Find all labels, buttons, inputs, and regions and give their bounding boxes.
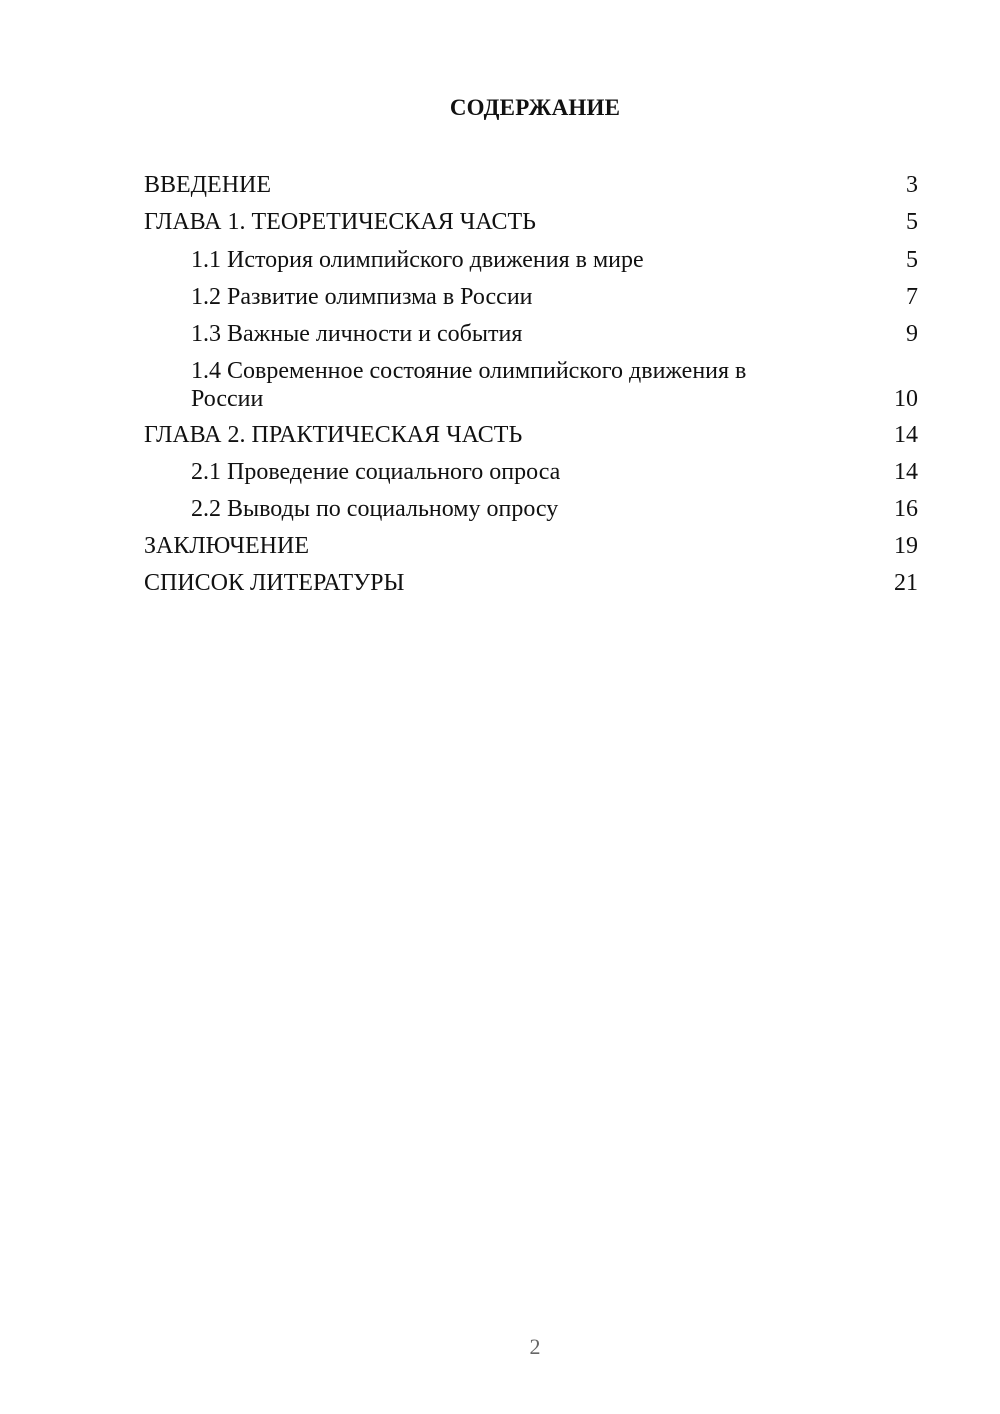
toc-entry-chapter-2 bbox=[144, 421, 918, 449]
toc-entry-section-1-4 bbox=[191, 357, 918, 413]
toc-title: СОДЕРЖАНИЕ bbox=[449, 95, 621, 120]
toc-entry-bibliography bbox=[144, 569, 918, 597]
toc-entry-page: 14 bbox=[894, 459, 918, 485]
toc-entry-text: 2.2 Выводы по социальному опросу bbox=[191, 496, 559, 522]
toc-entry-page: 10 bbox=[894, 386, 918, 412]
toc-entry-page: 9 bbox=[906, 321, 918, 347]
page-number: 2 bbox=[529, 1334, 541, 1359]
toc-entry-text: ВВЕДЕНИЕ bbox=[144, 172, 272, 198]
toc-entry-text: 1.4 Современное состояние олимпийского движения в России bbox=[191, 358, 747, 412]
toc-entry-introduction bbox=[144, 171, 918, 199]
toc-entry-conclusion bbox=[144, 532, 918, 560]
toc-entry-text: СПИСОК ЛИТЕРАТУРЫ bbox=[144, 570, 405, 596]
toc-entry-text: 1.1 История олимпийского движения в мире bbox=[191, 247, 644, 273]
toc-entry-text: 1.3 Важные личности и события bbox=[191, 321, 523, 347]
toc-entry-section-1-1 bbox=[191, 246, 918, 274]
toc-entry-text: 2.1 Проведение социального опроса bbox=[191, 459, 561, 485]
toc-entry-page: 3 bbox=[906, 172, 918, 198]
toc-entry-text: ГЛАВА 1. ТЕОРЕТИЧЕСКАЯ ЧАСТЬ bbox=[144, 209, 536, 235]
toc-entry-section-1-2 bbox=[191, 283, 918, 311]
toc-entry-page: 19 bbox=[894, 533, 918, 559]
toc-entry-page: 5 bbox=[906, 247, 918, 273]
toc-entry-page: 5 bbox=[906, 209, 918, 235]
toc-entry-section-2-1 bbox=[191, 458, 918, 486]
toc-entry-page: 7 bbox=[906, 284, 918, 310]
toc-entry-chapter-1 bbox=[144, 208, 918, 236]
toc-entry-text: ЗАКЛЮЧЕНИЕ bbox=[144, 533, 309, 559]
toc-entry-page: 16 bbox=[894, 496, 918, 522]
toc-entry-text: 1.2 Развитие олимпизма в России bbox=[191, 284, 533, 310]
toc-entry-page: 21 bbox=[894, 570, 918, 596]
toc-entry-section-1-3 bbox=[191, 320, 918, 348]
toc-entry-text: ГЛАВА 2. ПРАКТИЧЕСКАЯ ЧАСТЬ bbox=[144, 422, 523, 448]
toc-entry-page: 14 bbox=[894, 422, 918, 448]
toc-entry-section-2-2 bbox=[191, 495, 918, 523]
